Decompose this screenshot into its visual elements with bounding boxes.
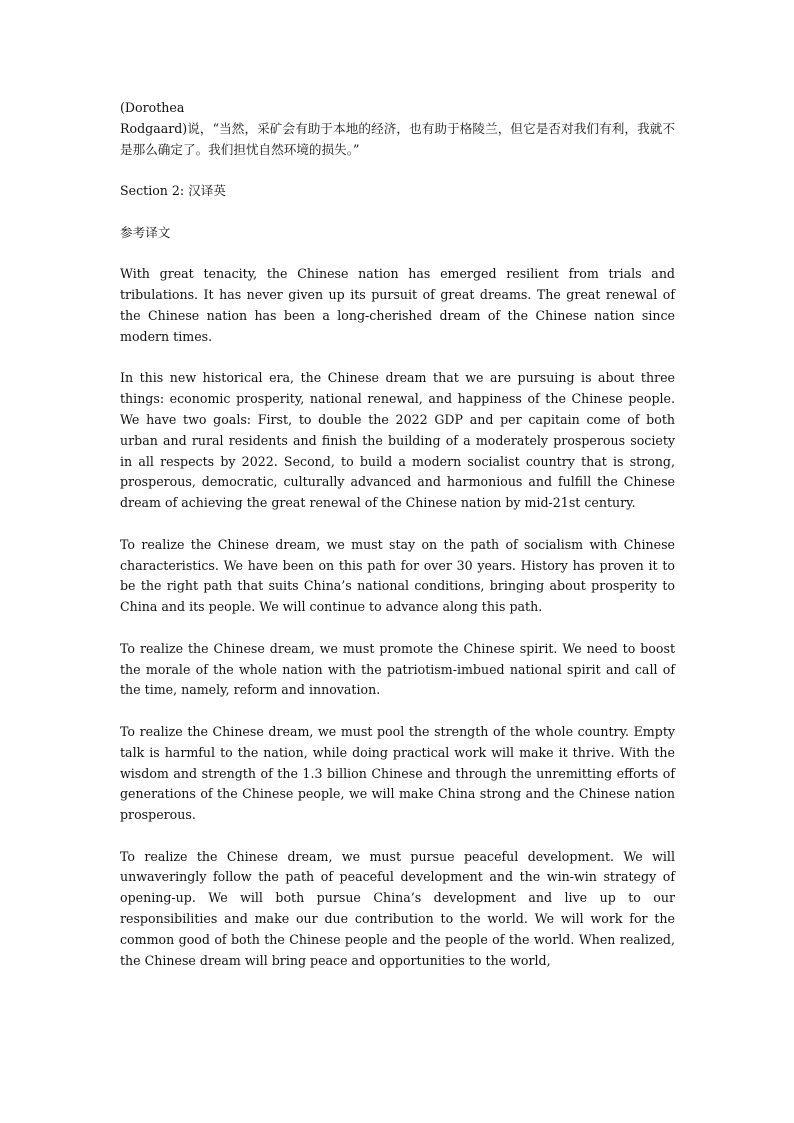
section-heading: Section 2: 汉译英 <box>120 183 226 199</box>
intro-paragraph <box>120 98 675 160</box>
subheading: 参考译文 <box>120 224 171 240</box>
paragraph-5: To realize the Chinese dream, we must pool the strength of the whole country. Empty talk is harmful to the nation, while doing practical work will make it thrive. With the wisdom and strength of the 1.3 billion Chinese and through the unremitting efforts of generations of the Chinese people, we will make China strong and the Chinese nation prosperous. <box>120 723 675 823</box>
paragraph-3: To realize the Chinese dream, we must stay on the path of socialism with Chinese characteristics. We have been on this path for over 30 years. History has proven it to be the right path that suits China’s national conditions, bringing about prosperity to China and its people. We will continue to advance along this path. <box>120 536 675 615</box>
document-page <box>120 98 675 971</box>
paragraph-6: To realize the Chinese dream, we must pursue peaceful development. We will unwaveringly follow the path of peaceful development and the win-win strategy of opening-up. We will both pursue China’s development and live up to our responsibilities and make our due contribution to the world. We will work for the common good of both the Chinese people and the people of the world. When realized, the Chinese dream will bring peace and opportunities to the world, <box>120 848 675 968</box>
paragraph-2: In this new historical era, the Chinese dream that we are pursuing is about three things: economic prosperity, national renewal, and happiness of the Chinese people. We have two goals: First, to double the 2022 GDP and per capitain come of both urban and rural residents and finish the building of a moderately prosperous society in all respects by 2022. Second, to build a modern socialist country that is strong, prosperous, democratic, culturally advanced and harmonious and fulfill the Chinese dream of achieving the great renewal of the Chinese nation by mid-21st century. <box>120 370 675 511</box>
intro-line-1: (Dorothea <box>120 100 185 115</box>
paragraph-1: With great tenacity, the Chinese nation has emerged resilient from trials and tribulations. It has never given up its pursuit of great dreams. The great renewal of the Chinese nation has been a long-cherished dream of the Chinese nation since modern times. <box>120 266 675 344</box>
intro-line-2: Rodgaard)说，“当然，采矿会有助于本地的经济，也有助于格陵兰，但它是否对我们有利，我就不是那么确定了。我们担忧自然环境的损失。” <box>120 120 675 157</box>
paragraph-4: To realize the Chinese dream, we must promote the Chinese spirit. We need to boost the morale of the whole nation with the patriotism-imbued national spirit and call of the time, namely, reform and innovation. <box>120 640 675 698</box>
